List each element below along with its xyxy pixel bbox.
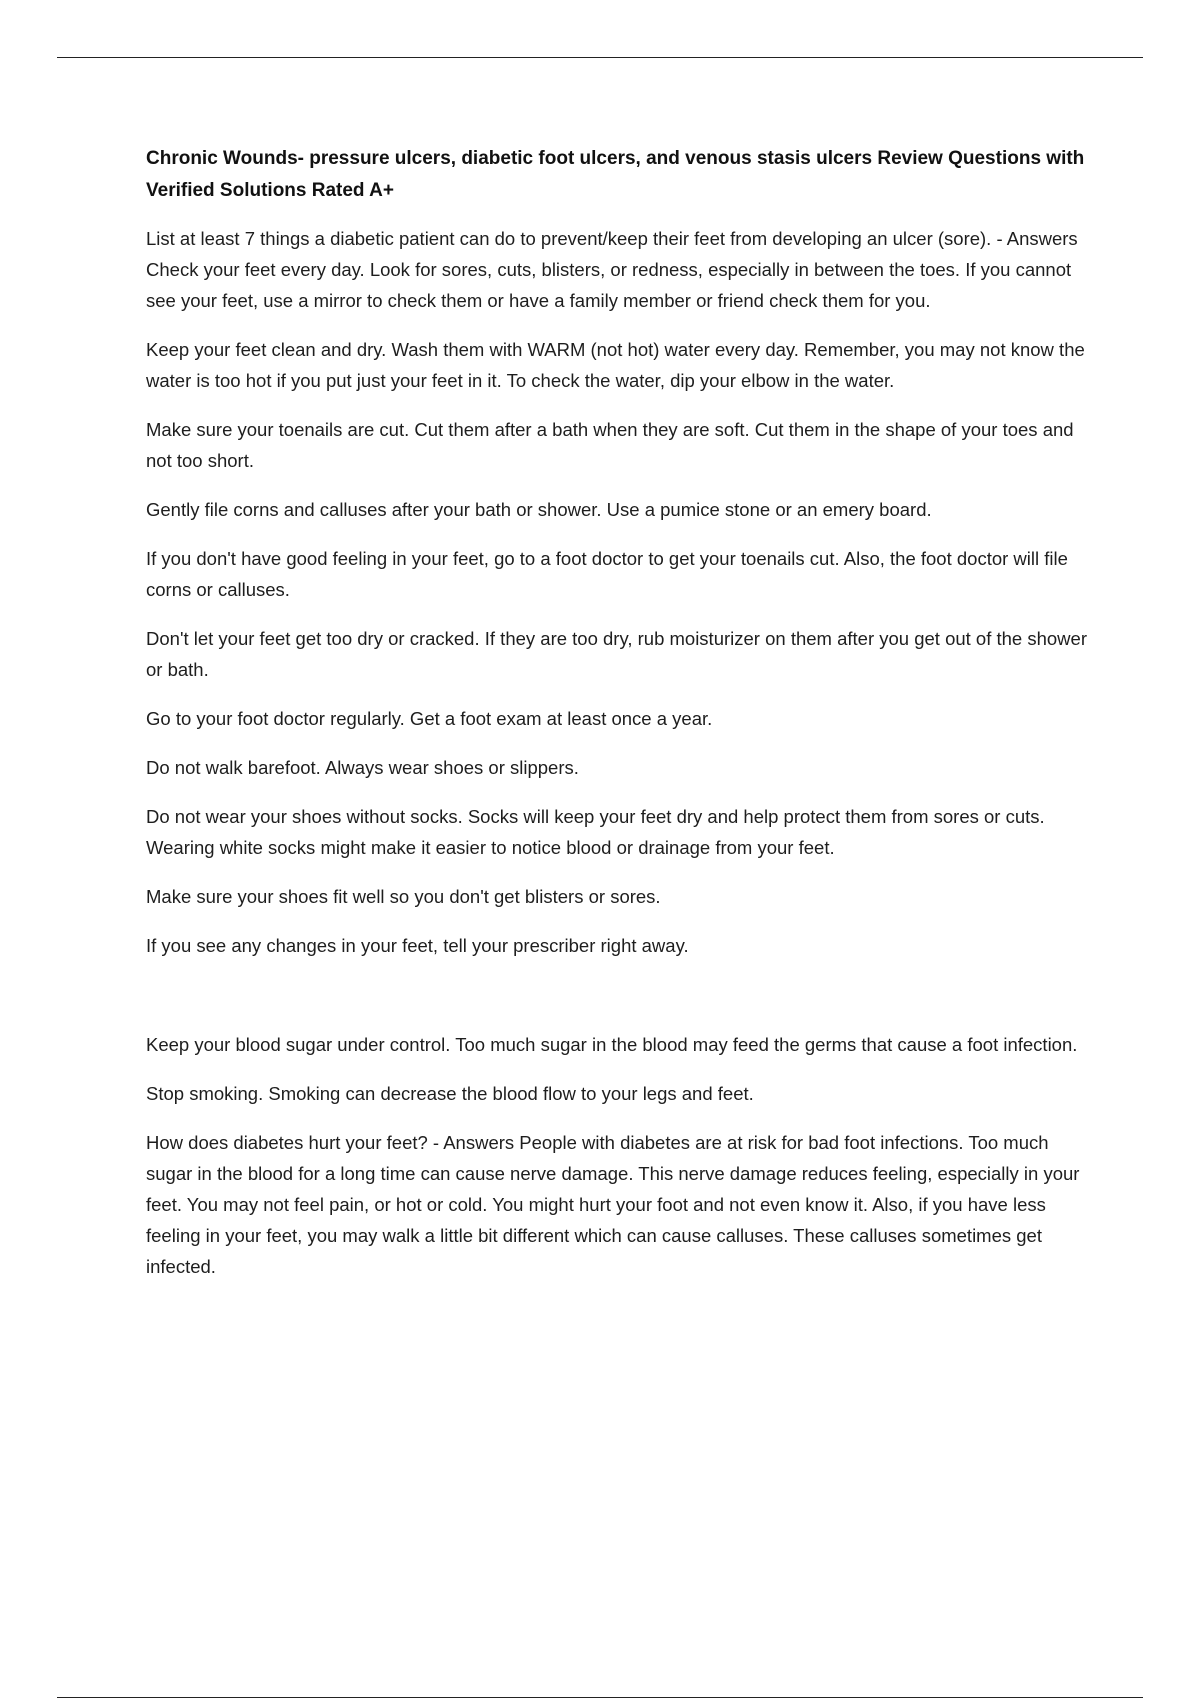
paragraph-barefoot: Do not walk barefoot. Always wear shoes or slippers. bbox=[146, 757, 579, 778]
document-body bbox=[146, 143, 1092, 1300]
paragraph-toenails: Make sure your toenails are cut. Cut them after a bath when they are soft. Cut them in the shape of your toes and not too short. bbox=[146, 419, 1074, 471]
paragraph-blood-sugar: Keep your blood sugar under control. Too much sugar in the blood may feed the germs that cause a foot infection. bbox=[146, 1034, 1078, 1055]
paragraph-corns: Gently file corns and calluses after your bath or shower. Use a pumice stone or an emery board. bbox=[146, 499, 932, 520]
paragraph-clean-dry: Keep your feet clean and dry. Wash them with WARM (not hot) water every day. Remember, you may not know the water is too hot if you put just your feet in it. To check the water, dip your elbow in the water. bbox=[146, 339, 1085, 391]
paragraph-socks: Do not wear your shoes without socks. Socks will keep your feet dry and help protect them from sores or cuts. Wearing white socks might make it easier to notice blood or drainage from your feet. bbox=[146, 806, 1045, 858]
paragraph-question-diabetes-feet: How does diabetes hurt your feet? - Answers People with diabetes are at risk for bad foot infections. Too much sugar in the blood for a long time can cause nerve damage. This nerve damage reduces feeling, especially in your feet. You may not feel pain, or hot or cold. You might hurt your foot and not even know it. Also, if you have less feeling in your feet, you may walk a little bit different which can cause calluses. These calluses sometimes get infected. bbox=[146, 1132, 1080, 1277]
paragraph-foot-exam: Go to your foot doctor regularly. Get a foot exam at least once a year. bbox=[146, 708, 713, 729]
paragraph-foot-doctor-feeling: If you don't have good feeling in your feet, go to a foot doctor to get your toenails cut. Also, the foot doctor will file corns or calluses. bbox=[146, 548, 1068, 600]
paragraph-changes: If you see any changes in your feet, tell your prescriber right away. bbox=[146, 935, 689, 956]
document-title: Chronic Wounds- pressure ulcers, diabetic foot ulcers, and venous stasis ulcers Review Questions with Verified Solutions Rated A+ bbox=[146, 148, 1085, 201]
paragraph-smoking: Stop smoking. Smoking can decrease the blood flow to your legs and feet. bbox=[146, 1083, 754, 1104]
paragraph-question-prevent-ulcer: List at least 7 things a diabetic patient can do to prevent/keep their feet from developing an ulcer (sore). - Answers Check your feet every day. Look for sores, cuts, blisters, or redness, especially in between the toes. If you cannot see your feet, use a mirror to check them or have a family member or friend check them for you. bbox=[146, 228, 1078, 311]
paragraph-shoes-fit: Make sure your shoes fit well so you don't get blisters or sores. bbox=[146, 886, 661, 907]
footer-rule bbox=[57, 1697, 1143, 1698]
header-rule bbox=[57, 57, 1143, 58]
paragraph-dry-cracked: Don't let your feet get too dry or cracked. If they are too dry, rub moisturizer on them after you get out of the shower or bath. bbox=[146, 628, 1087, 680]
